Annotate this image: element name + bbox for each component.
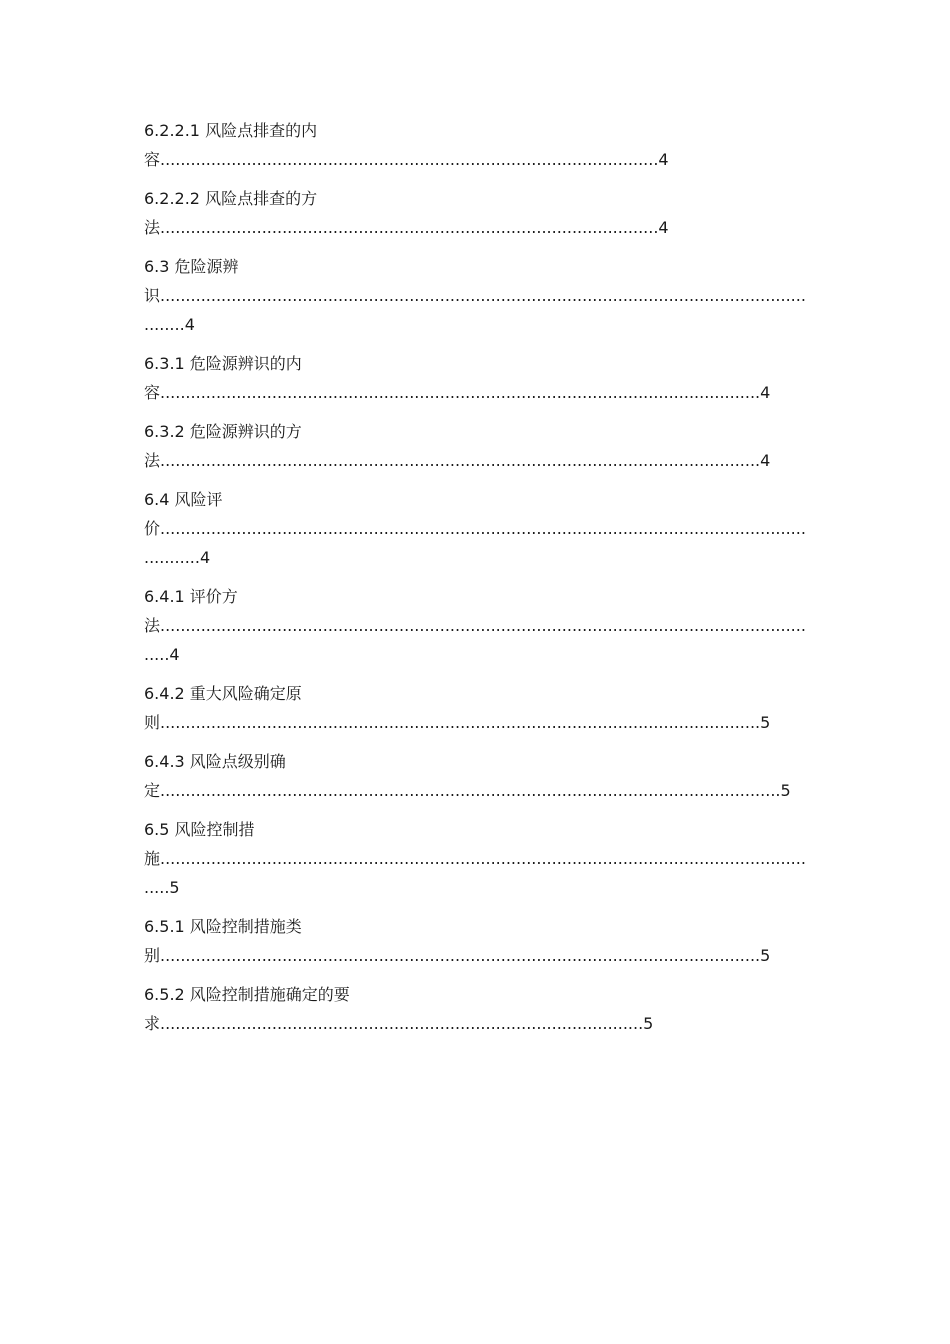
toc-entry-title: 6.4.3 风险点级别确 — [144, 752, 286, 771]
toc-entry-title: 6.4.1 评价方 — [144, 587, 238, 606]
toc-entry[interactable] — [144, 184, 806, 242]
toc-entry[interactable] — [144, 252, 806, 339]
toc-entry-title: 6.5.1 风险控制措施类 — [144, 917, 302, 936]
toc-entry-leader: 识.......................................................................................................................................4 — [144, 286, 806, 334]
toc-entry[interactable] — [144, 679, 806, 737]
toc-entry[interactable] — [144, 417, 806, 475]
toc-entry-leader: 法......................................................................................................................4 — [144, 451, 771, 470]
toc-entry-title: 6.4 风险评 — [144, 490, 223, 509]
toc-entry[interactable] — [144, 349, 806, 407]
toc-entry[interactable] — [144, 912, 806, 970]
toc-entry-title: 6.2.2.1 风险点排查的内 — [144, 121, 318, 140]
toc-entry[interactable] — [144, 116, 806, 174]
toc-entry-leader: 容......................................................................................................................4 — [144, 383, 771, 402]
toc-entry-title: 6.3 危险源辨 — [144, 257, 239, 276]
toc-entry-title: 6.2.2.2 风险点排查的方 — [144, 189, 318, 208]
toc-entry-title: 6.4.2 重大风险确定原 — [144, 684, 302, 703]
table-of-contents — [144, 116, 806, 1048]
toc-entry-leader: 价..........................................................................................................................................4 — [144, 519, 806, 567]
toc-entry-title: 6.5.2 风险控制措施确定的要 — [144, 985, 350, 1004]
toc-entry[interactable] — [144, 815, 806, 902]
toc-entry-leader: 法....................................................................................................................................4 — [144, 616, 806, 664]
toc-entry-leader: 则......................................................................................................................5 — [144, 713, 771, 732]
toc-entry-leader: 容..................................................................................................4 — [144, 150, 669, 169]
toc-entry-leader: 别......................................................................................................................5 — [144, 946, 771, 965]
toc-entry-leader: 定..........................................................................................................................5 — [144, 781, 791, 800]
toc-entry-leader: 施....................................................................................................................................5 — [144, 849, 806, 897]
toc-entry-leader: 求...............................................................................................5 — [144, 1014, 654, 1033]
toc-entry-leader: 法..................................................................................................4 — [144, 218, 669, 237]
toc-entry-title: 6.3.1 危险源辨识的内 — [144, 354, 302, 373]
toc-entry-title: 6.3.2 危险源辨识的方 — [144, 422, 302, 441]
toc-entry[interactable] — [144, 582, 806, 669]
toc-entry-title: 6.5 风险控制措 — [144, 820, 255, 839]
toc-entry[interactable] — [144, 747, 806, 805]
toc-entry[interactable] — [144, 485, 806, 572]
toc-entry[interactable] — [144, 980, 806, 1038]
